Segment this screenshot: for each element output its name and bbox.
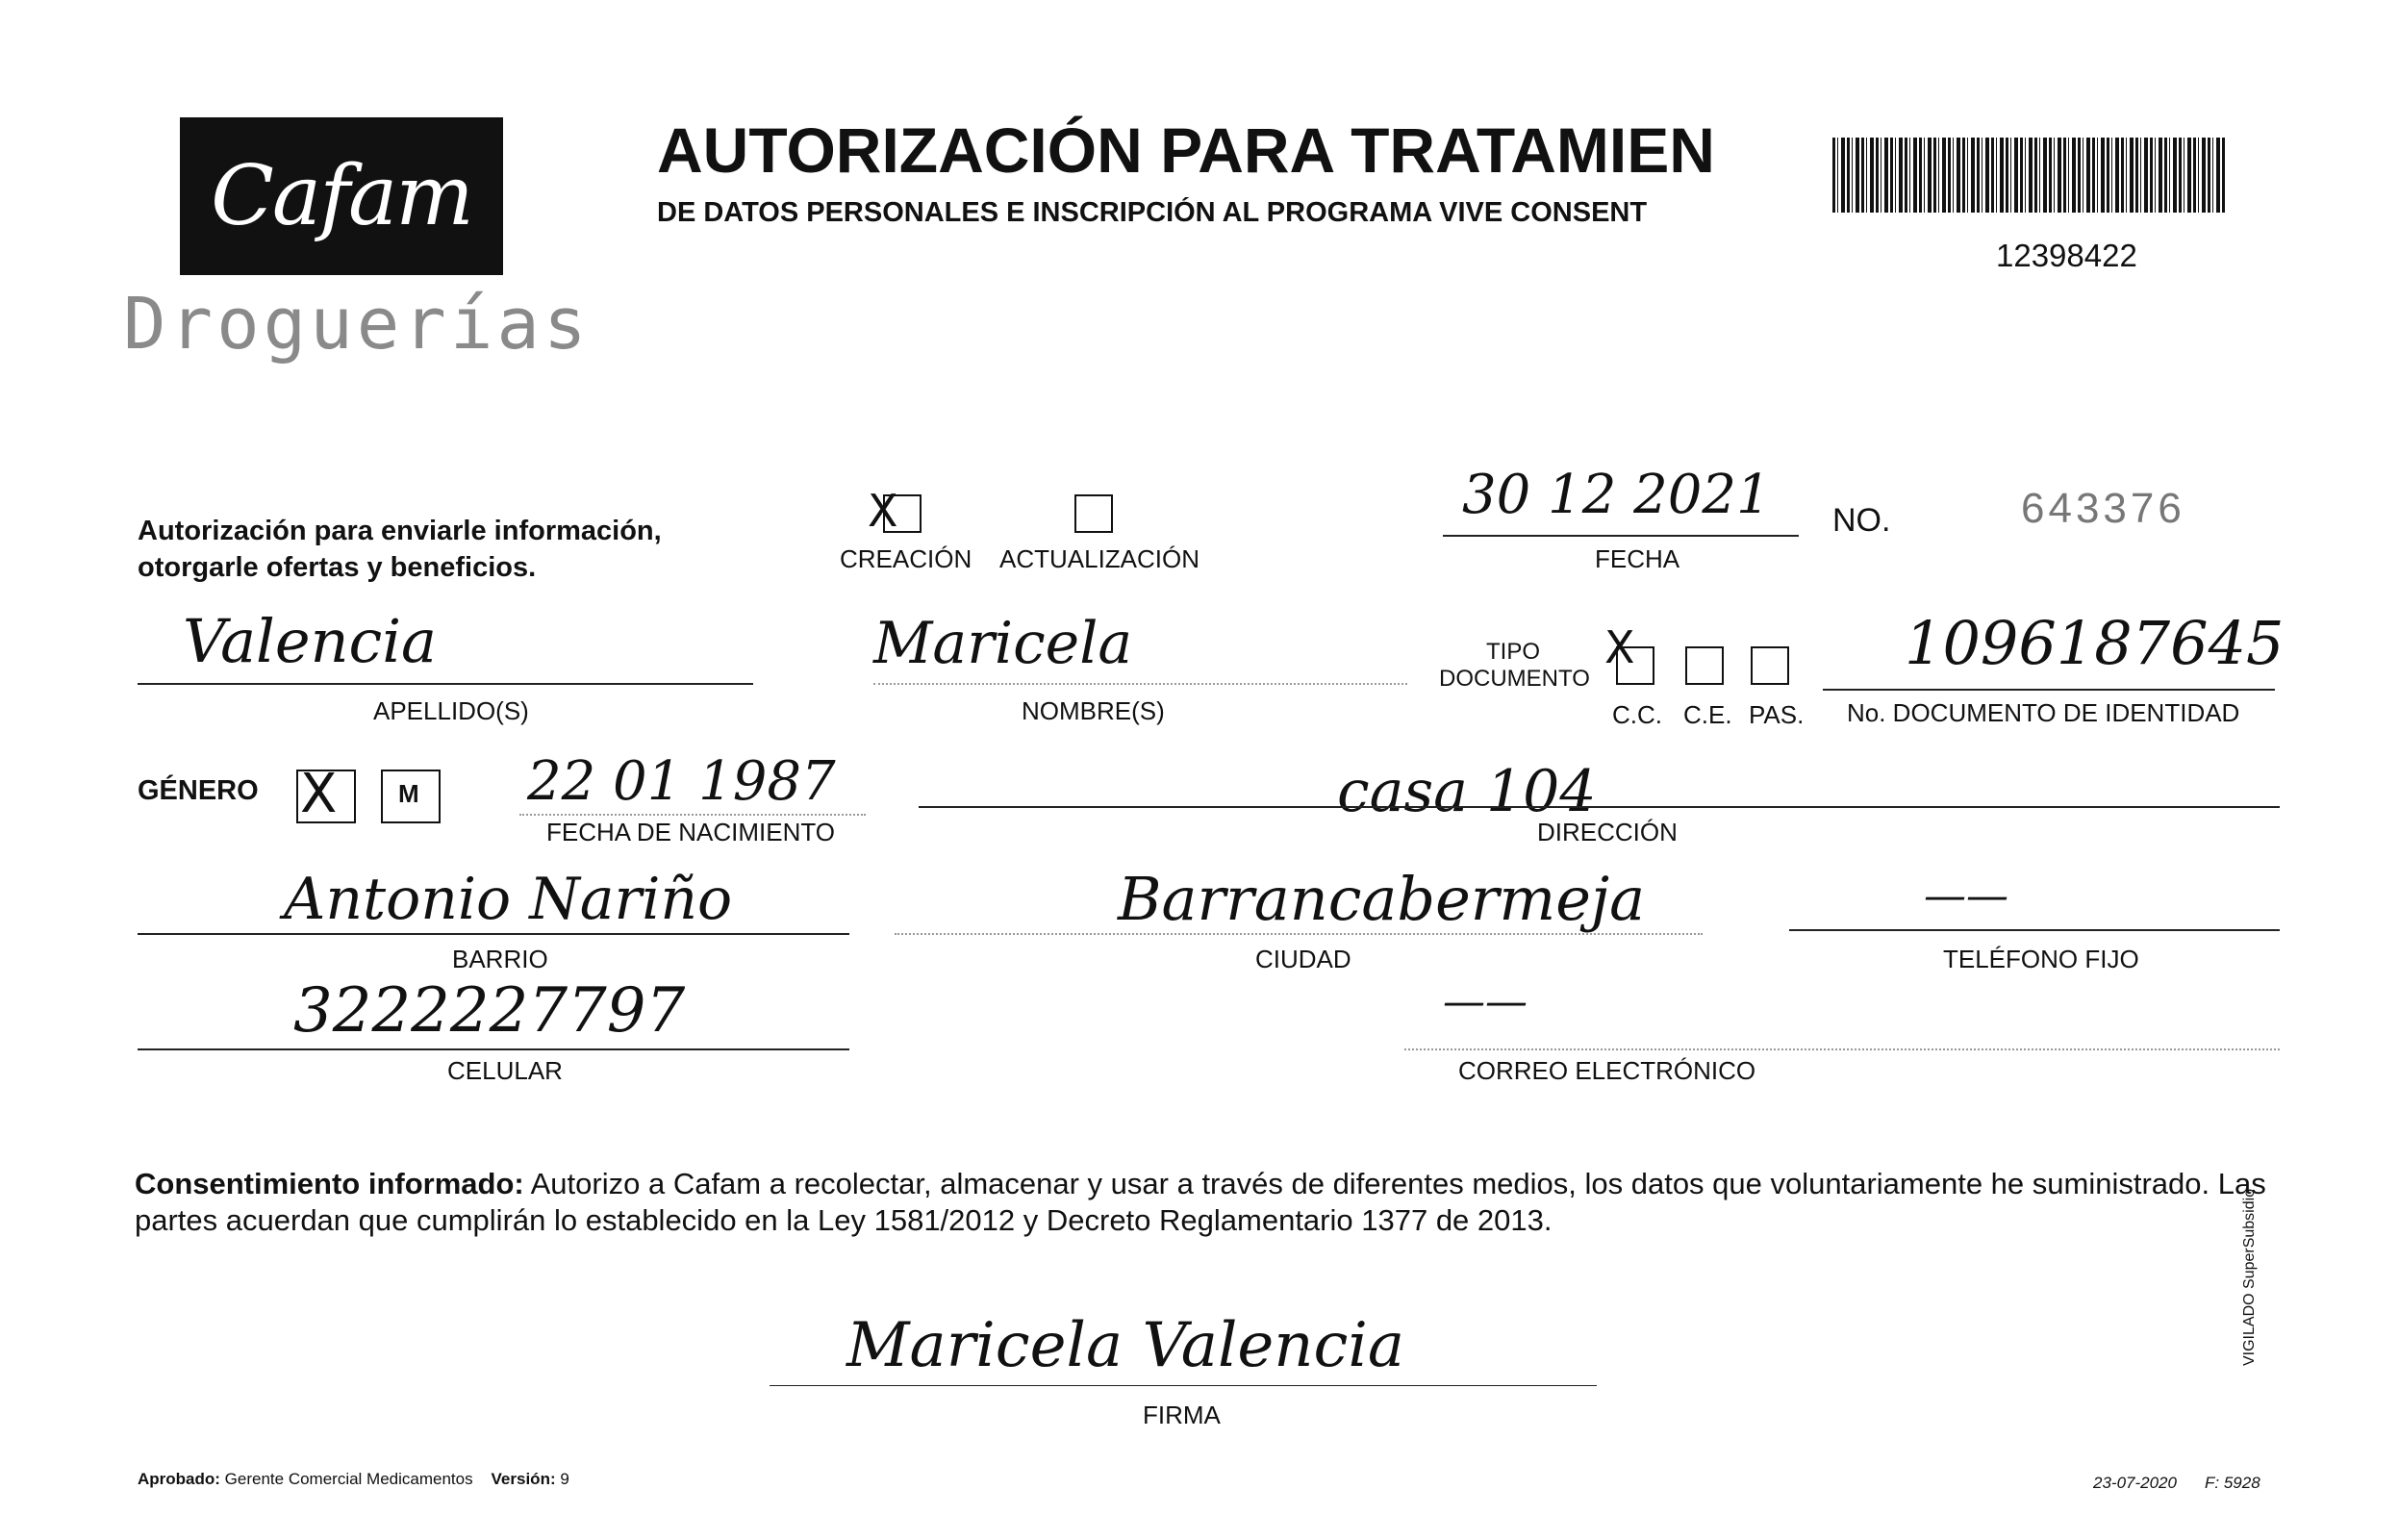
pas-checkbox[interactable] <box>1751 646 1789 685</box>
version-value: 9 <box>560 1470 569 1488</box>
apellido-value[interactable]: Valencia <box>183 606 438 676</box>
barcode <box>1832 138 2227 213</box>
ce-checkbox[interactable] <box>1685 646 1724 685</box>
brand-subtitle: Droguerías <box>123 283 591 366</box>
nombre-value[interactable]: Maricela <box>873 610 1133 677</box>
tipo-documento-label-2: DOCUMENTO <box>1439 666 1590 692</box>
footer-code: F: 5928 <box>2205 1474 2260 1492</box>
intro-line-2: otorgarle ofertas y beneficios. <box>138 552 537 583</box>
barrio-label: BARRIO <box>452 945 548 973</box>
version-label: Versión: <box>491 1470 556 1488</box>
creacion-label: CREACIÓN <box>840 544 972 573</box>
correo-value[interactable]: —— <box>1443 977 1528 1026</box>
celular-label: CELULAR <box>447 1056 563 1085</box>
fecha-value[interactable]: 30 12 2021 <box>1462 464 1771 526</box>
form-title: AUTORIZACIÓN PARA TRATAMIEN <box>657 114 1715 186</box>
celular-value[interactable]: 3222227797 <box>293 975 686 1047</box>
consentimiento-text: Autorizo a Cafam a recolectar, almacenar y usar a través de diferentes medios, los datos que voluntariamente he suministrado. Las partes acuerdan que cumplirán lo establecido en la Ley 1581/2012 y Decreto Reglamentario 1377 de 2013. <box>135 1167 2266 1237</box>
nombre-label: NOMBRE(S) <box>1022 696 1165 725</box>
actualizacion-checkbox[interactable] <box>1074 494 1113 533</box>
direccion-value[interactable]: casa 104 <box>1337 758 1597 825</box>
consentimiento-heading: Consentimiento informado: <box>135 1167 524 1200</box>
fecha-nacimiento-label: FECHA DE NACIMIENTO <box>546 818 836 846</box>
creacion-check-mark: X <box>868 485 898 537</box>
genero-f-mark: X <box>300 763 338 825</box>
firma-value[interactable]: Maricela Valencia <box>846 1310 1404 1381</box>
ce-label: C.E. <box>1683 700 1732 729</box>
genero-label: GÉNERO <box>138 775 259 806</box>
pas-label: PAS. <box>1749 700 1805 729</box>
direccion-label: DIRECCIÓN <box>1537 818 1678 846</box>
documento-value[interactable]: 1096187645 <box>1905 608 2285 678</box>
telefono-fijo-label: TELÉFONO FIJO <box>1943 945 2139 973</box>
genero-m-label: M <box>398 779 419 808</box>
ciudad-value[interactable]: Barrancabermeja <box>1118 864 1646 934</box>
intro-line-1: Autorización para enviarle información, <box>138 516 662 546</box>
correo-label: CORREO ELECTRÓNICO <box>1458 1056 1756 1085</box>
cc-check-mark: X <box>1604 621 1635 673</box>
tipo-documento-label-1: TIPO <box>1486 639 1541 665</box>
ciudad-label: CIUDAD <box>1255 945 1351 973</box>
fecha-nacimiento-value[interactable]: 22 01 1987 <box>527 750 836 813</box>
cafam-logo <box>180 117 503 275</box>
numero-label: NO. <box>1832 502 1891 539</box>
telefono-fijo-value[interactable]: —— <box>1924 871 2008 921</box>
numero-value: 643376 <box>2021 485 2185 532</box>
consentimiento-paragraph <box>135 1166 2280 1239</box>
firma-label: FIRMA <box>1143 1401 1221 1429</box>
footer-aprobado <box>138 1470 569 1489</box>
aprobado-label: Aprobado: <box>138 1470 220 1488</box>
cc-label: C.C. <box>1612 700 1662 729</box>
barrio-value[interactable]: Antonio Nariño <box>284 866 733 933</box>
footer-date: 23-07-2020 <box>2093 1474 2177 1492</box>
vigilado-side-text: VIGILADO SuperSubsidio <box>2241 1188 2258 1366</box>
actualizacion-label: ACTUALIZACIÓN <box>999 544 1200 573</box>
logo-text: Cafam <box>211 148 472 244</box>
aprobado-value: Gerente Comercial Medicamentos <box>224 1470 473 1488</box>
apellido-label: APELLIDO(S) <box>373 696 529 725</box>
form-subtitle: DE DATOS PERSONALES E INSCRIPCIÓN AL PROGRAMA VIVE CONSENT <box>657 197 1648 228</box>
fecha-label: FECHA <box>1595 544 1680 573</box>
barcode-number: 12398422 <box>1996 238 2137 273</box>
documento-label: No. DOCUMENTO DE IDENTIDAD <box>1847 698 2240 727</box>
